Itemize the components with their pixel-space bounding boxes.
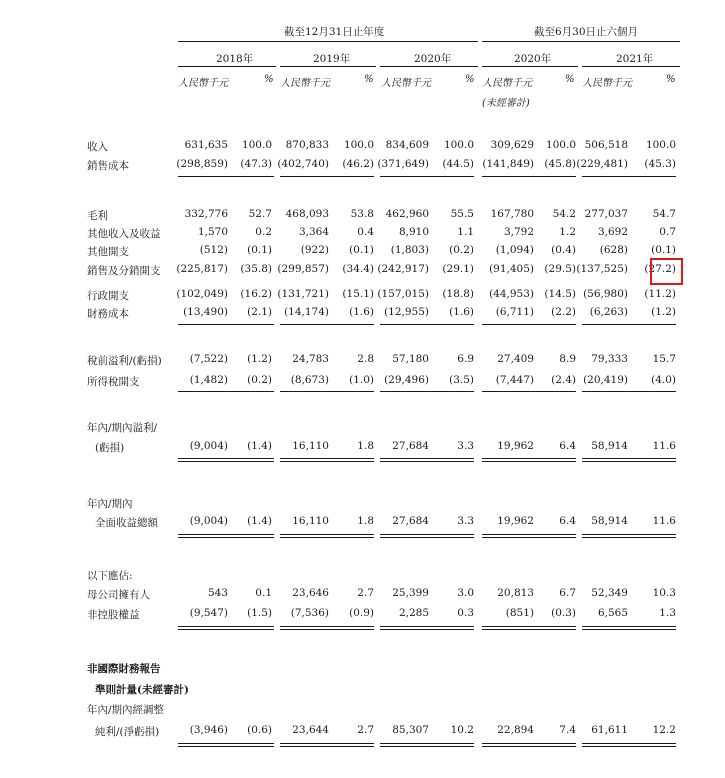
- table-cell: (13,490): [183, 306, 228, 318]
- table-cell: (9,547): [189, 607, 228, 619]
- table-cell: 52,349: [591, 587, 628, 599]
- year-2020: 2020年: [414, 53, 452, 65]
- table-cell: 27,684: [392, 440, 429, 452]
- highlight-box: [650, 258, 683, 285]
- row-label-adjusted-profit: 純利/(淨虧損): [95, 726, 160, 738]
- table-cell: (402,740): [277, 158, 329, 170]
- table-cell: (131,721): [277, 288, 329, 300]
- double-rule: [482, 458, 576, 462]
- table-cell: 24,783: [292, 353, 329, 365]
- row-label-admin-expenses: 行政開支: [87, 290, 129, 302]
- table-cell: (1,482): [189, 374, 228, 386]
- table-cell: 3.3: [457, 440, 474, 452]
- table-cell: (298,859): [176, 158, 228, 170]
- table-cell: 61,611: [591, 724, 628, 736]
- table-cell: (2.4): [551, 374, 576, 386]
- single-rule: [280, 176, 374, 177]
- table-cell: (18.8): [442, 288, 474, 300]
- row-label-other-expenses: 其他開支: [87, 246, 129, 258]
- table-cell: 11.6: [652, 515, 676, 527]
- table-cell: 2.7: [357, 587, 374, 599]
- row-label-profit-top: 年內/期內溢利/: [87, 422, 158, 434]
- unit-amount-1: 人民幣千元: [178, 78, 228, 89]
- double-rule: [380, 626, 474, 630]
- double-rule: [482, 626, 576, 630]
- table-cell: 54.7: [652, 208, 676, 220]
- table-cell: 58,914: [591, 440, 628, 452]
- single-rule: [380, 391, 474, 392]
- table-cell: 0.4: [357, 226, 374, 238]
- table-cell: (1.5): [247, 607, 272, 619]
- unit-amount-2: 人民幣千元: [280, 78, 330, 89]
- row-label-total-comprehensive: 全面收益總額: [95, 517, 158, 529]
- unit-amount-5: 人民幣千元: [582, 78, 632, 89]
- table-cell: (7,447): [495, 374, 534, 386]
- table-cell: (1.4): [247, 440, 272, 452]
- table-cell: (371,649): [377, 158, 429, 170]
- table-cell: 167,780: [490, 208, 534, 220]
- row-label-profit: (虧損): [95, 442, 125, 454]
- table-cell: (1,094): [495, 244, 534, 256]
- table-cell: 100.0: [343, 139, 374, 151]
- table-cell: 16,110: [292, 440, 329, 452]
- table-cell: 0.2: [255, 226, 272, 238]
- table-cell: 543: [207, 587, 228, 599]
- table-cell: 3.3: [457, 515, 474, 527]
- table-cell: 19,962: [497, 515, 534, 527]
- row-label-cost-of-sales: 銷售成本: [87, 160, 129, 172]
- table-cell: (1.2): [651, 306, 676, 318]
- row-label-pretax-profit: 稅前溢利/(虧損): [87, 355, 162, 367]
- table-cell: 55.5: [450, 208, 474, 220]
- table-cell: 23,644: [292, 724, 329, 736]
- row-label-total-comprehensive-top: 年內/期內: [87, 498, 133, 510]
- table-cell: 100.0: [545, 139, 576, 151]
- table-cell: 2.7: [357, 724, 374, 736]
- table-cell: 1.2: [559, 226, 576, 238]
- table-cell: (27.2): [644, 263, 676, 275]
- double-rule: [178, 534, 274, 538]
- table-cell: (0.3): [551, 607, 576, 619]
- table-cell: (46.2): [342, 158, 374, 170]
- table-cell: 100.0: [443, 139, 474, 151]
- table-cell: (0.2): [449, 244, 474, 256]
- table-cell: 25,399: [392, 587, 429, 599]
- single-rule: [280, 324, 374, 325]
- row-label-nci: 非控股權益: [87, 609, 140, 621]
- unit-pct-3: %: [465, 74, 475, 85]
- table-cell: 6.7: [559, 587, 576, 599]
- table-cell: 1.3: [659, 607, 676, 619]
- table-cell: 27,684: [392, 515, 429, 527]
- table-cell: (1,803): [390, 244, 429, 256]
- nonifrs-title-1: 非國際財務報告: [87, 663, 161, 675]
- table-cell: 0.3: [457, 607, 474, 619]
- table-cell: (3.5): [449, 374, 474, 386]
- table-cell: 631,635: [184, 139, 228, 151]
- table-cell: 1,570: [197, 226, 228, 238]
- unit-pct-5: %: [666, 74, 676, 85]
- table-cell: 277,037: [584, 208, 628, 220]
- table-cell: (16.2): [240, 288, 272, 300]
- table-cell: (29,496): [384, 374, 429, 386]
- table-cell: (0.2): [247, 374, 272, 386]
- table-cell: 1.1: [457, 226, 474, 238]
- table-cell: (47.3): [240, 158, 272, 170]
- table-cell: 54.2: [552, 208, 576, 220]
- table-cell: (0.9): [349, 607, 374, 619]
- period-half-header: 截至6月30日止六個月: [534, 26, 639, 38]
- double-rule: [380, 534, 474, 538]
- table-cell: 8.9: [559, 353, 576, 365]
- period-year-rule: [178, 41, 478, 42]
- table-cell: (137,525): [576, 263, 628, 275]
- table-cell: (35.8): [240, 263, 272, 275]
- double-rule: [280, 458, 374, 462]
- table-cell: (225,817): [176, 263, 228, 275]
- double-rule: [582, 458, 676, 462]
- table-cell: 27,409: [497, 353, 534, 365]
- table-cell: 462,960: [385, 208, 429, 220]
- unit-amount-4: 人民幣千元: [482, 78, 532, 89]
- table-cell: (628): [599, 244, 628, 256]
- table-cell: (9,004): [189, 515, 228, 527]
- table-cell: 10.2: [450, 724, 474, 736]
- row-label-attributable-to: 以下應佔:: [87, 570, 133, 582]
- table-cell: (56,980): [583, 288, 628, 300]
- double-rule: [482, 743, 576, 747]
- table-cell: (1.6): [349, 306, 374, 318]
- table-cell: 870,833: [285, 139, 329, 151]
- table-cell: 0.7: [659, 226, 676, 238]
- table-cell: (0.1): [651, 244, 676, 256]
- unit-pct-1: %: [264, 74, 274, 85]
- table-cell: (91,405): [489, 263, 534, 275]
- row-label-other-income: 其他收入及收益: [87, 228, 161, 240]
- table-cell: 16,110: [292, 515, 329, 527]
- table-cell: 79,333: [591, 353, 628, 365]
- table-cell: 57,180: [392, 353, 429, 365]
- table-cell: 3,792: [503, 226, 534, 238]
- double-rule: [482, 534, 576, 538]
- table-cell: 100.0: [241, 139, 272, 151]
- table-cell: 468,093: [285, 208, 329, 220]
- table-cell: (512): [199, 244, 228, 256]
- table-cell: 3,364: [298, 226, 329, 238]
- table-cell: 1.8: [357, 515, 374, 527]
- table-cell: 53.8: [350, 208, 374, 220]
- double-rule: [280, 534, 374, 538]
- table-cell: (851): [505, 607, 534, 619]
- year-2018: 2018年: [216, 53, 254, 65]
- double-rule: [582, 534, 676, 538]
- table-cell: (1.6): [449, 306, 474, 318]
- table-cell: (242,917): [377, 263, 429, 275]
- table-cell: (12,955): [384, 306, 429, 318]
- table-cell: 506,518: [584, 139, 628, 151]
- table-cell: (102,049): [176, 288, 228, 300]
- table-cell: (6,711): [495, 306, 534, 318]
- table-cell: (7,536): [290, 607, 329, 619]
- single-rule: [280, 391, 374, 392]
- table-cell: (20,419): [583, 374, 628, 386]
- table-cell: (3,946): [189, 724, 228, 736]
- table-cell: 12.2: [652, 724, 676, 736]
- table-cell: (44.5): [442, 158, 474, 170]
- table-cell: (11.2): [644, 288, 676, 300]
- double-rule: [582, 743, 676, 747]
- table-cell: 10.3: [652, 587, 676, 599]
- table-cell: 85,307: [392, 724, 429, 736]
- table-cell: 22,894: [497, 724, 534, 736]
- double-rule: [178, 743, 274, 747]
- single-rule: [582, 176, 676, 177]
- table-cell: 0.1: [255, 587, 272, 599]
- single-rule: [582, 391, 676, 392]
- unit-amount-3: 人民幣千元: [381, 78, 431, 89]
- table-cell: 100.0: [645, 139, 676, 151]
- table-cell: (0.1): [247, 244, 272, 256]
- table-cell: (2.2): [551, 306, 576, 318]
- year-2021-half: 2021年: [616, 53, 654, 65]
- single-rule: [482, 391, 576, 392]
- double-rule: [280, 743, 374, 747]
- table-cell: 6.9: [457, 353, 474, 365]
- single-rule: [582, 324, 676, 325]
- double-rule: [380, 458, 474, 462]
- table-cell: 6,565: [597, 607, 628, 619]
- table-cell: 309,629: [490, 139, 534, 151]
- double-rule: [280, 626, 374, 630]
- table-cell: 6.4: [559, 515, 576, 527]
- table-cell: (14,174): [284, 306, 329, 318]
- table-cell: 19,962: [497, 440, 534, 452]
- table-cell: (299,857): [277, 263, 329, 275]
- table-cell: (2.1): [247, 306, 272, 318]
- table-cell: 15.7: [652, 353, 676, 365]
- row-label-gross-profit: 毛利: [87, 210, 108, 222]
- unaudited-note: (未經審計): [482, 98, 530, 109]
- table-cell: 7.4: [559, 724, 576, 736]
- table-cell: (44,953): [489, 288, 534, 300]
- single-rule: [178, 324, 274, 325]
- table-cell: (0.4): [551, 244, 576, 256]
- row-label-finance-costs: 財務成本: [87, 308, 129, 320]
- table-cell: (15.1): [342, 288, 374, 300]
- nonifrs-title-2: 準則計量(未經審計): [95, 684, 189, 696]
- table-cell: (7,522): [189, 353, 228, 365]
- table-cell: (1.0): [349, 374, 374, 386]
- table-cell: 20,813: [497, 587, 534, 599]
- double-rule: [178, 458, 274, 462]
- row-label-adjusted-top: 年內/期內經調整: [87, 704, 165, 716]
- table-cell: 11.6: [652, 440, 676, 452]
- table-cell: (0.6): [247, 724, 272, 736]
- table-cell: (29.5): [544, 263, 576, 275]
- table-cell: 1.8: [357, 440, 374, 452]
- table-cell: (45.8): [544, 158, 576, 170]
- table-cell: 2.8: [357, 353, 374, 365]
- table-cell: 8,910: [398, 226, 429, 238]
- table-cell: 6.4: [559, 440, 576, 452]
- table-cell: 23,646: [292, 587, 329, 599]
- table-cell: (45.3): [644, 158, 676, 170]
- table-cell: (0.1): [349, 244, 374, 256]
- table-cell: (229,481): [576, 158, 628, 170]
- year-2019: 2019年: [313, 53, 351, 65]
- single-rule: [178, 391, 274, 392]
- table-cell: (4.0): [651, 374, 676, 386]
- year-2020-half: 2020年: [514, 53, 552, 65]
- row-label-selling-expenses: 銷售及分銷開支: [87, 265, 161, 277]
- table-cell: (29.1): [442, 263, 474, 275]
- table-cell: (1.2): [247, 353, 272, 365]
- table-cell: 58,914: [591, 515, 628, 527]
- table-cell: (157,015): [377, 288, 429, 300]
- table-cell: (1.4): [247, 515, 272, 527]
- double-rule: [380, 743, 474, 747]
- period-half-rule: [482, 41, 680, 42]
- row-label-revenue: 收入: [87, 141, 108, 153]
- row-label-income-tax: 所得稅開支: [87, 376, 140, 388]
- single-rule: [178, 176, 274, 177]
- table-cell: (922): [300, 244, 329, 256]
- table-cell: (8,673): [290, 374, 329, 386]
- single-rule: [482, 176, 576, 177]
- double-rule: [582, 626, 676, 630]
- single-rule: [482, 324, 576, 325]
- row-label-owners: 母公司擁有人: [87, 589, 150, 601]
- single-rule: [380, 176, 474, 177]
- table-cell: 834,609: [385, 139, 429, 151]
- period-year-header: 截至12月31日止年度: [284, 26, 385, 38]
- double-rule: [178, 626, 274, 630]
- unit-pct-4: %: [565, 74, 575, 85]
- table-cell: 332,776: [184, 208, 228, 220]
- table-cell: 52.7: [248, 208, 272, 220]
- table-cell: (9,004): [189, 440, 228, 452]
- unit-pct-2: %: [364, 74, 374, 85]
- table-cell: 3.0: [457, 587, 474, 599]
- table-cell: (14.5): [544, 288, 576, 300]
- table-cell: 3,692: [597, 226, 628, 238]
- table-cell: 2,285: [398, 607, 429, 619]
- table-cell: (141,849): [482, 158, 534, 170]
- table-cell: (6,263): [589, 306, 628, 318]
- single-rule: [380, 324, 474, 325]
- table-cell: (34.4): [342, 263, 374, 275]
